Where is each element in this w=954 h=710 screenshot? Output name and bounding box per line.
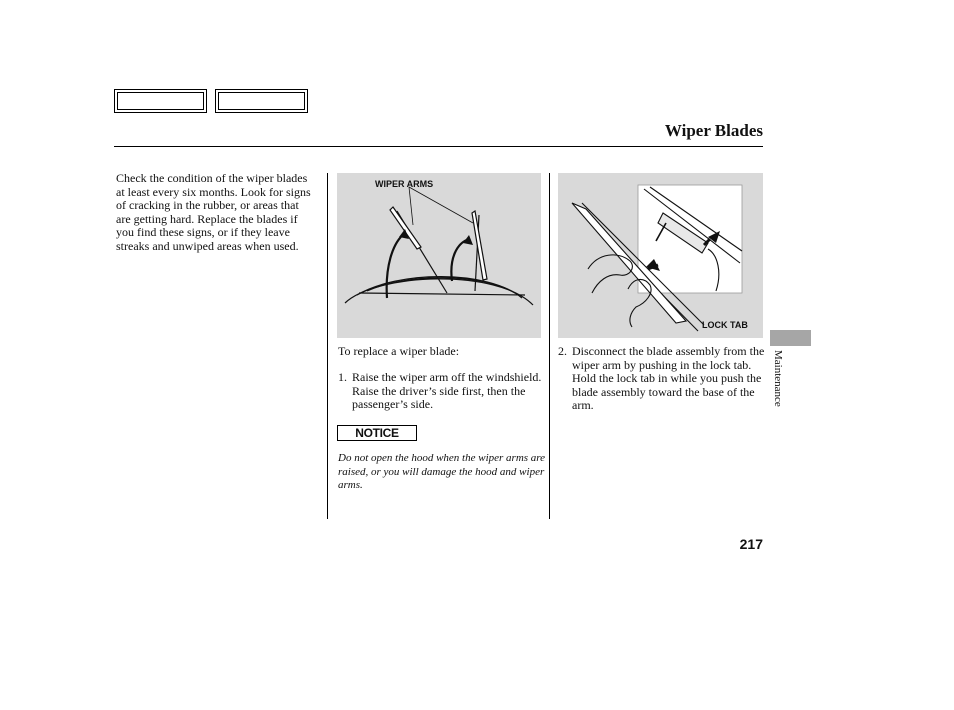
page-title: Wiper Blades: [664, 121, 763, 140]
step-1-text: Raise the wiper arm off the windshield. Raise the driver’s side first, then the passenger’s side.: [352, 370, 542, 411]
notice-text: Do not open the hood when the wiper arms are raised, or you will damage the hood and wiper arms.: [338, 452, 546, 491]
column-divider-left: [327, 173, 328, 519]
page-number: 217: [739, 536, 763, 552]
step-1-number: 1.: [338, 370, 347, 384]
lock-tab-label: LOCK TAB: [702, 320, 748, 330]
section-tab[interactable]: [770, 330, 811, 346]
lock-tab-illustration: [558, 173, 763, 338]
procedure-intro: To replace a wiper blade:: [338, 344, 460, 358]
notice-badge: NOTICE: [337, 425, 417, 441]
wiper-arms-drawing: [337, 173, 541, 338]
header-rule: [114, 146, 763, 147]
column-divider-right: [549, 173, 550, 519]
nav-button-index[interactable]: [215, 89, 308, 113]
lock-tab-drawing: [558, 173, 763, 338]
nav-button-contents[interactable]: [114, 89, 207, 113]
intro-paragraph: Check the condition of the wiper blades at least every six months. Look for signs of cracking in the rubber, or areas that are getting hard. Replace the blades if you find these signs, or if they leave streaks and unwiped areas when used.: [116, 171, 311, 253]
section-label: Maintenance: [772, 350, 784, 407]
wiper-arms-illustration: [337, 173, 541, 338]
step-2-text: Disconnect the blade assembly from the wiper arm by pushing in the lock tab. Hold the lock tab in while you push the blade assembly toward the base of the arm.: [572, 344, 765, 412]
step-2-number: 2.: [558, 344, 567, 358]
wiper-arms-label: WIPER ARMS: [375, 179, 434, 189]
